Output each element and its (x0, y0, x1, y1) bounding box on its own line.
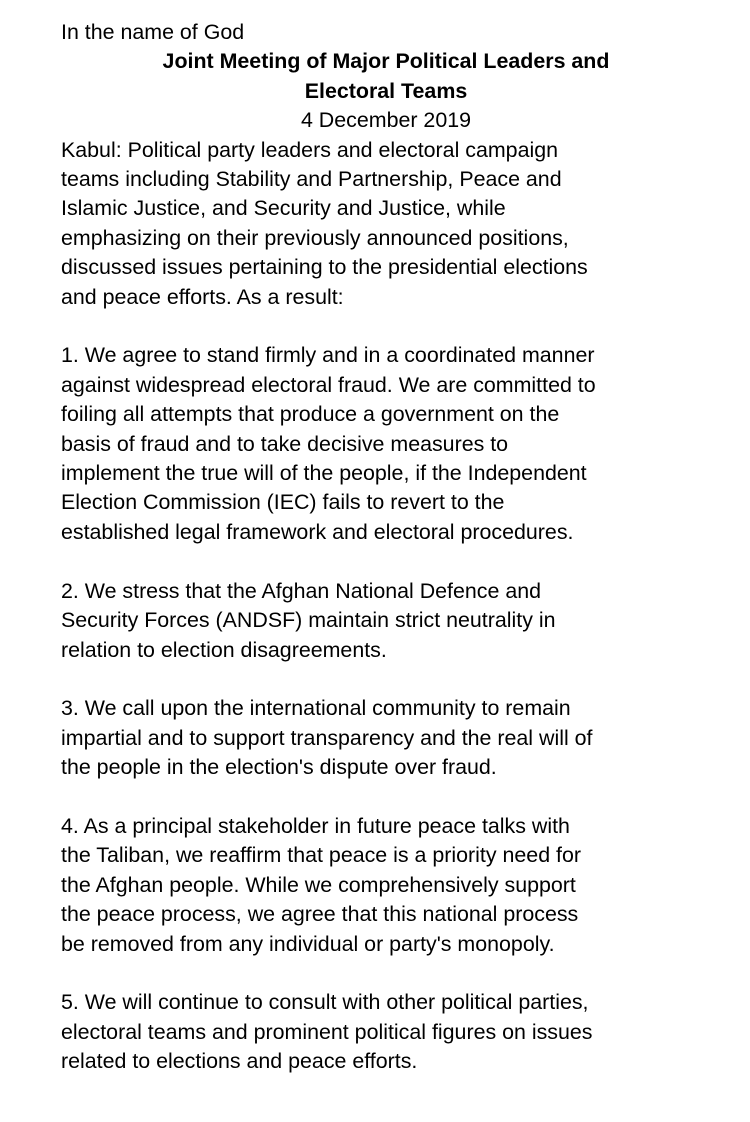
point-line: the Taliban, we reaffirm that peace is a priority need for (61, 843, 581, 868)
point-line: 2. We stress that the Afghan National Defence and (61, 578, 542, 603)
point-line: relation to election disagreements. (61, 637, 387, 662)
point-line: implement the true will of the people, if the Independent (61, 461, 587, 486)
paragraph-gap (61, 665, 711, 694)
invocation: In the name of God (61, 20, 245, 44)
document-date: 4 December 2019 (300, 108, 472, 133)
point-line: 3. We call upon the international community to remain (61, 696, 571, 721)
paragraph-gap (61, 547, 711, 576)
point-line: the Afghan people. While we comprehensively support (61, 872, 576, 897)
intro-paragraph (61, 136, 711, 312)
point-line: Security Forces (ANDSF) maintain strict neutrality in (61, 608, 556, 633)
paragraph-gap (61, 312, 711, 341)
point-4 (61, 812, 711, 959)
point-line: foiling all attempts that produce a government on the (61, 402, 560, 427)
point-2 (61, 577, 711, 665)
point-line: Election Commission (IEC) fails to revert to the (61, 490, 505, 515)
point-line: established legal framework and electoral procedures. (61, 519, 574, 544)
point-1 (61, 341, 711, 547)
point-line: basis of fraud and to take decisive measures to (61, 431, 509, 456)
document-title (61, 47, 711, 106)
paragraph-gap (61, 959, 711, 988)
intro-line: Kabul: Political party leaders and electoral campaign (61, 137, 559, 162)
title-line: Electoral Teams (304, 78, 468, 103)
point-line: electoral teams and prominent political figures on issues (61, 1019, 593, 1044)
point-line: 1. We agree to stand firmly and in a coordinated manner (61, 343, 595, 368)
point-line: be removed from any individual or party's monopoly. (61, 931, 555, 956)
intro-line: emphasizing on their previously announced positions, (61, 225, 569, 250)
intro-line: discussed issues pertaining to the presidential elections (61, 255, 588, 280)
point-line: 4. As a principal stakeholder in future peace talks with (61, 813, 570, 838)
point-3 (61, 694, 711, 782)
intro-line: and peace efforts. As a result: (61, 284, 344, 309)
intro-line: teams including Stability and Partnership, Peace and (61, 167, 562, 192)
point-line: impartial and to support transparency and the real will of (61, 725, 593, 750)
point-line: 5. We will continue to consult with other political parties, (61, 990, 589, 1015)
intro-line: Islamic Justice, and Security and Justice, while (61, 196, 506, 221)
point-5 (61, 988, 711, 1076)
point-line: related to elections and peace efforts. (61, 1049, 418, 1074)
statement-document (61, 18, 711, 1077)
point-line: the peace process, we agree that this national process (61, 902, 579, 927)
point-line: the people in the election's dispute over fraud. (61, 755, 497, 780)
paragraph-gap (61, 783, 711, 812)
title-line: Joint Meeting of Major Political Leaders and (162, 49, 610, 74)
point-line: against widespread electoral fraud. We are committed to (61, 372, 596, 397)
